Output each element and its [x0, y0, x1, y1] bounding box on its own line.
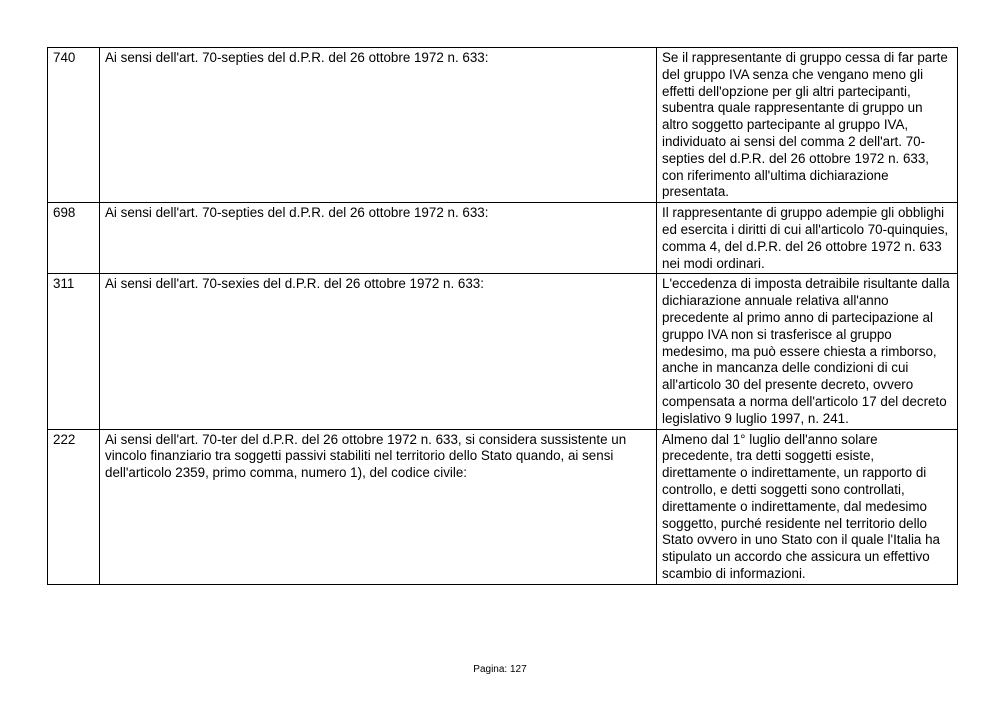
- question-text: Ai sensi dell'art. 70-sexies del d.P.R. del 26 ottobre 1972 n. 633:: [100, 274, 657, 429]
- table-row: [48, 429, 958, 584]
- questions-table: [47, 47, 958, 585]
- question-id: 740: [48, 48, 100, 203]
- question-text: Ai sensi dell'art. 70-septies del d.P.R. del 26 ottobre 1972 n. 633:: [100, 48, 657, 203]
- table-row: [48, 48, 958, 203]
- answer-text: L'eccedenza di imposta detraibile risultante dalla dichiarazione annuale relativa all'anno precedente al primo anno di partecipazione al gruppo IVA non si trasferisce al gruppo medesimo, ma può essere chiesta a rimborso, anche in mancanza delle condizioni di cui all'articolo 30 del presente decreto, ovvero compensata a norma dell'articolo 17 del decreto legislativo 9 luglio 1997, n. 241.: [657, 274, 958, 429]
- page-number: Pagina: 127: [473, 664, 527, 675]
- table-row: [48, 203, 958, 274]
- table-row: [48, 274, 958, 429]
- question-id: 222: [48, 429, 100, 584]
- question-text: Ai sensi dell'art. 70-septies del d.P.R. del 26 ottobre 1972 n. 633:: [100, 203, 657, 274]
- answer-text: Almeno dal 1° luglio dell'anno solare precedente, tra detti soggetti esiste, direttamente o indirettamente, un rapporto di controllo, e detti soggetti sono controllati, direttamente o indirettamente, dal medesimo soggetto, purché residente nel territorio dello Stato ovvero in uno Stato con il quale l'Italia ha stipulato un accordo che assicura un effettivo scambio di informazioni.: [657, 429, 958, 584]
- question-text: Ai sensi dell'art. 70-ter del d.P.R. del 26 ottobre 1972 n. 633, si considera sussistente un vincolo finanziario tra soggetti passivi stabiliti nel territorio dello Stato quando, ai sensi dell'articolo 2359, primo comma, numero 1), del codice civile:: [100, 429, 657, 584]
- question-id: 698: [48, 203, 100, 274]
- question-id: 311: [48, 274, 100, 429]
- answer-text: Se il rappresentante di gruppo cessa di far parte del gruppo IVA senza che vengano meno gli effetti dell'opzione per gli altri partecipanti, subentra quale rappresentante di gruppo un altro soggetto partecipante al gruppo IVA, individuato ai sensi del comma 2 dell'art. 70-septies del d.P.R. del 26 ottobre 1972 n. 633, con riferimento all'ultima dichiarazione presentata.: [657, 48, 958, 203]
- answer-text: Il rappresentante di gruppo adempie gli obblighi ed esercita i diritti di cui all'articolo 70-quinquies, comma 4, del d.P.R. del 26 ottobre 1972 n. 633 nei modi ordinari.: [657, 203, 958, 274]
